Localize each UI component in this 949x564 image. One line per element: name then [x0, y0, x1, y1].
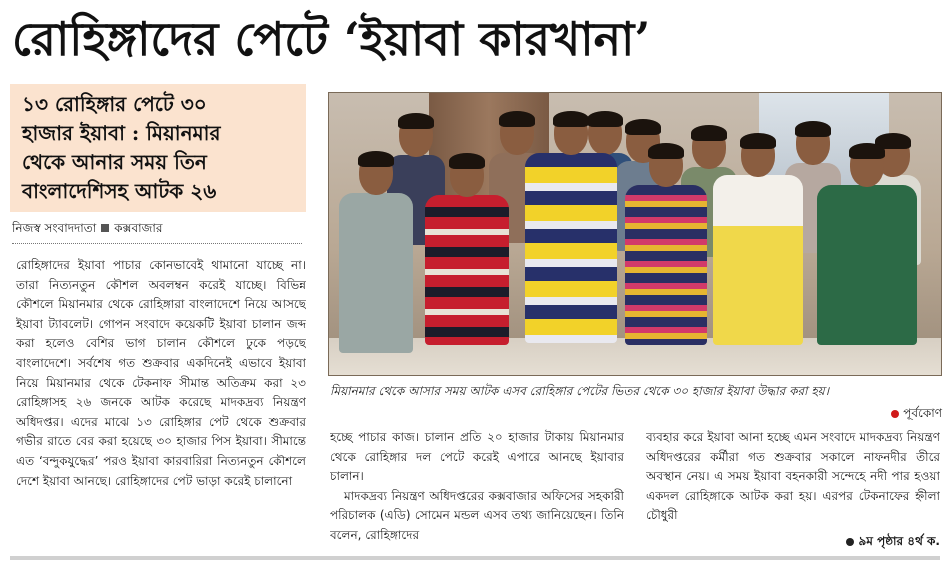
- article-paragraph: রোহিঙ্গাদের ইয়াবা পাচার কোনভাবেই থামানো যাচ্ছে না। তারা নিত্যনতুন কৌশল অবলম্বন করেই যাচ্ছে। বিভিন্ন কৌশলে মিয়ানমার থেকে রোহিঙ্গারা বাংলাদেশে নিয়ে আসছে ইয়াবা ট্যাবলেট। গোপন সংবাদে কয়েকটি ইয়াবা চালান জব্দ করা হলেও বেশির ভাগ চালান কৌশলে ঢুকে পড়ছে বাংলাদেশে। সর্বশেষ গত শুক্রবার একদিনেই এভাবে ইয়াবা নিয়ে মিয়ানমার থেকে টেকনাফ সীমান্ত অতিক্রম করা ২৩ রোহিঙ্গাসহ ২৬ জনকে আটক করেছে মাদকদ্রব্য নিয়ন্ত্রণ অধিদপ্তর। এদের মাঝে ১৩ রোহিঙ্গার পেট থেকে শুক্রবার গভীর রাতে বের করা হয়েছে ৩০ হাজার পিস ইয়াবা। সীমান্তে এত ‘বন্দুকযুদ্ধের’ পরও ইয়াবা কারবারিরা নিত্যনতুন কৌশলে দেশে ইয়াবা আনছে। রোহিঙ্গাদের পেট ভাড়া করেই চালানো: [16, 258, 306, 488]
- byline-divider: [12, 243, 302, 244]
- article-column-2: [330, 428, 624, 556]
- article-paragraph: ব্যবহার করে ইয়াবা আনা হচ্ছে এমন সংবাদে মাদকদ্রব্য নিয়ন্ত্রণ অধিদপ্তরের কর্মীরা গত শুক্রবার সকালে নাফনদীর তীরে অবস্থান নেয়। এ সময় ইয়াবা বহনকারী সন্দেহে নদী পার হওয়া একদল রোহিঙ্গাকে আটক করা হয়। এরপর টেকনাফের হ্নীলা চৌধুরী: [646, 430, 940, 523]
- article-photo: [328, 92, 942, 376]
- subheadline-box: [10, 84, 306, 212]
- subheadline-line: হাজার ইয়াবা : মিয়ানমার: [22, 121, 221, 145]
- headline: রোহিঙ্গাদের পেটে ‘ইয়াবা কারখানা’: [12, 12, 651, 66]
- article-column-1: [16, 256, 306, 556]
- continued-note[interactable]: [784, 530, 940, 552]
- photo-person: [625, 145, 707, 355]
- photo-credit: [860, 404, 942, 422]
- subheadline-line: ১৩ রোহিঙ্গার পেটে ৩০: [22, 92, 207, 116]
- photo-credit-label: পূর্বকোণ: [903, 406, 942, 420]
- photo-person: [713, 135, 803, 355]
- photo-person: [817, 145, 917, 375]
- article-paragraph: মাদকদ্রব্য নিয়ন্ত্রণ অধিদপ্তরের কক্সবাজার অফিসের সহকারী পরিচালক (এডি) সোমেন মন্ডল এসব তথ্য জানিয়েছেন। তিনি বলেন, রোহিঙ্গাদের: [330, 488, 624, 542]
- photo-caption: মিয়ানমার থেকে আসার সময় আটক এসব রোহিঙ্গার পেটের ভিতর থেকে ৩০ হাজার ইয়াবা উদ্ধার করা হয়।: [330, 384, 830, 398]
- byline-location: কক্সবাজার: [114, 221, 163, 235]
- continued-note-label: ৯ম পৃষ্ঠার ৪র্থ ক.: [858, 534, 940, 548]
- photo-person: [525, 113, 617, 363]
- bottom-divider: [10, 556, 940, 560]
- byline-reporter: নিজস্ব সংবাদদাতা: [12, 221, 97, 235]
- photo-person: [425, 155, 509, 355]
- article-paragraph: হচ্ছে পাচার কাজ। চালান প্রতি ২০ হাজার টাকায় মিয়ানমার থেকে রোহিঙ্গার দল পেটে করেই এপারে আনছে ইয়াবার চালান।: [330, 430, 624, 484]
- subheadline-line: বাংলাদেশিসহ আটক ২৬: [22, 179, 217, 203]
- byline: [12, 218, 302, 238]
- bullet-dot-icon: [846, 538, 854, 546]
- square-bullet-icon: [101, 224, 109, 232]
- subheadline-line: থেকে আনার সময় তিন: [22, 150, 207, 174]
- photo-person: [339, 153, 413, 363]
- article-column-3: [646, 428, 940, 530]
- red-dot-icon: [891, 410, 899, 418]
